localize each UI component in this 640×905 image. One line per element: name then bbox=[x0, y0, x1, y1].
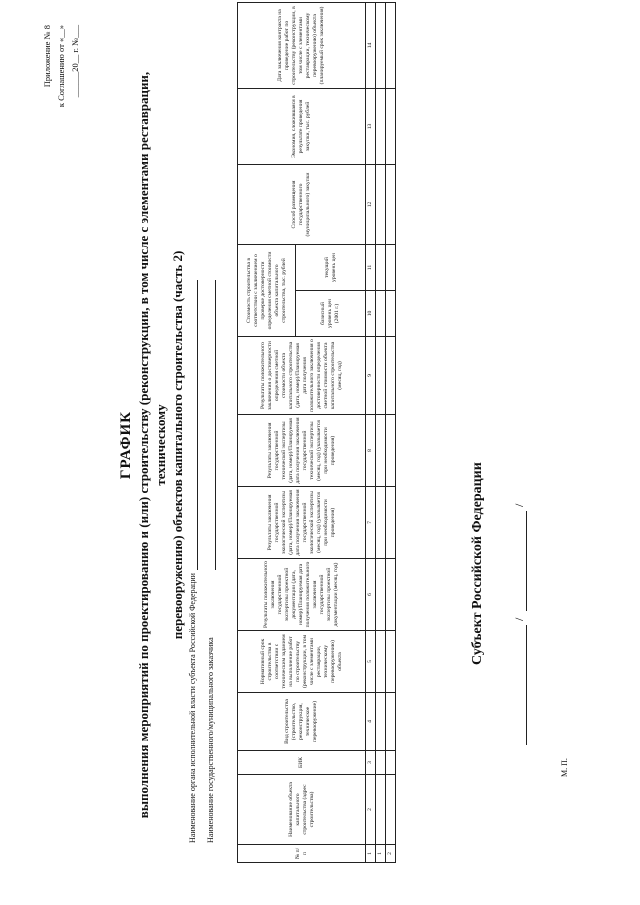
row-cell bbox=[376, 89, 386, 165]
signature-slash-2: / bbox=[512, 503, 526, 507]
signature-line-2 bbox=[526, 511, 527, 611]
appendix-block bbox=[40, 25, 82, 135]
col-number: 13 bbox=[366, 89, 376, 165]
stamp-place-label: М. П. bbox=[560, 758, 569, 777]
row-cell bbox=[386, 3, 396, 89]
col-number: 14 bbox=[366, 3, 376, 89]
header-technical-expertise: Результаты заключения государственной технической экспертизы (дата, номер)/Планируемая дата получения заключения государственной технической экспертизы (месяц, год) (указывается при необходимости проведения) bbox=[238, 415, 366, 487]
title-word: ГРАФИК bbox=[118, 410, 134, 480]
row-cell bbox=[386, 245, 396, 291]
row-cell bbox=[386, 631, 396, 693]
schedule-table bbox=[237, 2, 396, 863]
subheader-base-prices: базисный уровень цен (2001 г.) bbox=[296, 291, 366, 337]
signature-slash-1: / bbox=[512, 617, 526, 621]
signature-block bbox=[510, 495, 530, 745]
org-customer-label: Наименование государственного/муниципального заказчика bbox=[206, 637, 215, 843]
row-cell bbox=[376, 3, 386, 89]
footer-subject: Субъект Российской Федерации bbox=[470, 462, 485, 665]
header-design-expertise: Результаты положительного заключения государственной экспертизы проектной документации (дата, номер)/Планируемая дата получения положительного заключения государственной экспертизы проектной документации (месяц, год) bbox=[238, 559, 366, 631]
header-procurement-method: Способ размещения государственного (муниципального) закупки bbox=[238, 165, 366, 245]
row-cell bbox=[386, 165, 396, 245]
appendix-number: Приложение № 8 bbox=[42, 25, 52, 88]
row-cell bbox=[376, 245, 386, 291]
row-cell bbox=[376, 415, 386, 487]
row-cell bbox=[386, 751, 396, 775]
row-cell bbox=[376, 631, 386, 693]
col-number: 3 bbox=[366, 751, 376, 775]
row-cell bbox=[376, 487, 386, 559]
header-ecological-expertise: Результаты заключения государственной экологической экспертизы (дата, номер)/Планируемая дата получения заключения государственной экологической экспертизы (месяц, год) (указывается при необходимости проведения) bbox=[238, 487, 366, 559]
org-customer-line bbox=[215, 280, 216, 570]
header-bik: БИК bbox=[238, 751, 366, 775]
appendix-agreement: к Соглашению от «__» ______20__ г. №___ bbox=[56, 25, 80, 108]
col-number: 12 bbox=[366, 165, 376, 245]
col-number: 11 bbox=[366, 245, 376, 291]
subheader-current-prices: текущий уровень цен bbox=[296, 245, 366, 291]
col-number: 4 bbox=[366, 693, 376, 751]
header-contract-date: Дата заключения контракта на проведение работ по строительству (реконструкции, в том числе с элементами реставрации, техническому перевооружению) объекта (планируемый срок заключения) bbox=[238, 3, 366, 89]
document-title bbox=[118, 45, 186, 845]
title-line-1: выполнения мероприятий по проектированию и (или) строительству (реконструкции, в том числе с элементами реставрации, техническому bbox=[136, 71, 168, 819]
header-construction-type: Вид строительства (строительство, реконструкция, техническое перевооружение) bbox=[238, 693, 366, 751]
row-cell: 1 bbox=[376, 845, 386, 863]
org-executive-line bbox=[197, 280, 198, 570]
col-number: 1 bbox=[366, 845, 376, 863]
header-object: Наименование объекта капитального строительства (адрес строительства) bbox=[238, 775, 366, 845]
row-cell bbox=[376, 693, 386, 751]
col-number: 8 bbox=[366, 415, 376, 487]
col-number: 7 bbox=[366, 487, 376, 559]
row-cell: 2 bbox=[386, 845, 396, 863]
table-row bbox=[376, 3, 386, 863]
col-number: 9 bbox=[366, 337, 376, 415]
col-number: 6 bbox=[366, 559, 376, 631]
row-cell bbox=[376, 751, 386, 775]
row-cell bbox=[376, 291, 386, 337]
header-normative-term: Нормативный срок строительства в соответствии с техническим заданием на выполнение работ по строительству (реконструкции, в том числе с элементами реставрации, техническому перевооружению) объекта bbox=[238, 631, 366, 693]
header-cost-reliability: Результаты положительного заключения о достоверности определения сметной стоимости объекта капитального строительства (дата, номер)/Планируемая дата получения положительного заключения о достоверности определения сметной стоимости объекта капитального строительства (месяц, год) bbox=[238, 337, 366, 415]
title-line-2: перевооружению) объектов капитального строительства (часть 2) bbox=[170, 250, 185, 640]
row-cell bbox=[386, 291, 396, 337]
row-cell bbox=[386, 337, 396, 415]
row-cell bbox=[376, 337, 386, 415]
row-cell bbox=[386, 559, 396, 631]
col-number: 10 bbox=[366, 291, 376, 337]
row-cell bbox=[386, 693, 396, 751]
row-cell bbox=[376, 165, 386, 245]
col-number: 2 bbox=[366, 775, 376, 845]
row-cell bbox=[386, 775, 396, 845]
row-cell bbox=[376, 559, 386, 631]
row-cell bbox=[386, 415, 396, 487]
header-construction-cost: Стоимость строительства в соответствии с заключением о проверке достоверности определения сметной стоимости объекта капитального строительства, тыс. рублей bbox=[238, 245, 296, 337]
row-cell bbox=[386, 487, 396, 559]
org-executive-label: Наименование органа исполнительной власти субъекта Российской Федерации bbox=[188, 573, 197, 843]
row-cell bbox=[386, 89, 396, 165]
signature-line-1 bbox=[526, 625, 527, 745]
row-cell bbox=[376, 775, 386, 845]
col-number: 5 bbox=[366, 631, 376, 693]
header-num: № п/п bbox=[238, 845, 366, 863]
table-row bbox=[386, 3, 396, 863]
header-savings: Экономия, сложившаяся в результате проведения закупки, тыс. рублей bbox=[238, 89, 366, 165]
